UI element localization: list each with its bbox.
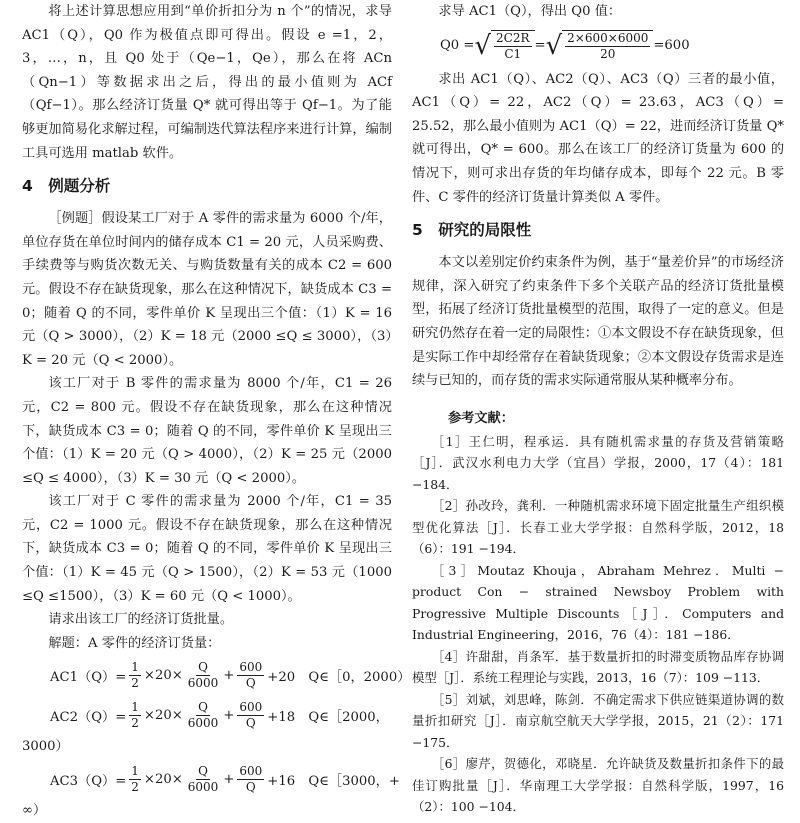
reference-item: ［3］Moutaz Khouja，Abraham Mehrez．Multi − product Con − strained Newsboy Problem with Progressive Multiple Discounts［J］．Computers and Industrial Engineering，2016，76（4）：181 −186． xyxy=(412,562,784,643)
reference-item: ［2］孙改玲，龚利．一种随机需求环境下固定批量生产组织模型优化算法［J］．长春工业大学学报：自然科学版，2012，18（6）：191 −194． xyxy=(412,498,784,557)
fraction-half: $\frac{1}{2}$ xyxy=(131,659,139,690)
equation-ac2-continuation: 3000） xyxy=(22,739,69,755)
paragraph-example-A: ［例题］假设某工厂对于 A 零件的需求量为 6000 个/年，单位存货在单位时间内的储存成本 C1 = 20 元，人员采购费、手续费等与购货次数无关、与购货数量有关的成本 C2 = 600 元。假设不存在缺货现象，那么在这种情况下，缺货成本 C3 = 0；随着 Q 的不同，零件单价 K 呈现出三个值：（1）K = 16 元（Q > 3000），（2）K = 18 元（2000 ≤Q ≤ 3000），（3）K = 20 元（Q < 2000）。 xyxy=(22,211,392,368)
reference-item: ［6］廖芹，贺德化，邓晓星．允许缺货及数量折扣条件下的最佳订购批量［J］．华南理工大学学报：自然科学版，1997，16（2）：100 −104． xyxy=(412,756,784,815)
equation-ac3-continuation: ∞） xyxy=(22,803,47,819)
fraction-q-over-demand: $\frac{Q}{6000}$ xyxy=(187,763,219,794)
paragraph-solution-intro: 解题：A 零件的经济订货量： xyxy=(48,635,221,651)
right-column xyxy=(412,0,784,818)
eq-lhs: AC2（Q）= xyxy=(50,709,127,725)
fraction-half: $\frac{1}{2}$ xyxy=(131,763,139,794)
reference-item: ［1］王仁明，程承运．具有随机需求量的存货及营销策略［J］．武汉水利电力大学（宜昌）学报，2000，17（4）：181 −184． xyxy=(412,433,784,492)
references-list xyxy=(412,431,784,818)
paragraph-question: 请求出该工厂的经济订货批量。 xyxy=(48,612,234,628)
fraction-cost-over-q: $\frac{600}{Q}$ xyxy=(239,699,263,730)
fraction-q-over-demand: $\frac{Q}{6000}$ xyxy=(187,659,219,690)
square-root-symbolic: √ $\frac{2C2R}{C1}$ xyxy=(474,30,534,61)
paragraph-algorithm-intro: 将上述计算思想应用到“单价折扣分为 n 个”的情况，求导 AC1（Q），Q0 作为极值点即可得出。假设 e =1，2，3，…，n，且 Q0 处于（Qe−1，Qe），那么在将 ACn（Qn−1）等数据求出之后，得出的最小值则为 ACf（Qf−1）。那么经济订货量 Q* 就可得出等于 Qf−1。为了能够更加简易化求解过程，可编制迭代算法程序来进行计算，编制工具可选用 matlab 软件。 xyxy=(22,4,392,161)
fraction-cost-over-q: $\frac{600}{Q}$ xyxy=(239,763,263,794)
reference-item: ［4］许甜甜，肖条军．基于数量折扣的时滞变质物品库存协调模型［J］．系统工程理论与实践，2013，16（7）：109 −113． xyxy=(412,648,784,686)
left-column xyxy=(22,0,411,823)
section-heading-5: 5 研究的局限性 xyxy=(412,221,532,240)
fraction-half: $\frac{1}{2}$ xyxy=(131,699,139,730)
fraction-q-over-demand: $\frac{Q}{6000}$ xyxy=(187,699,219,730)
paragraph-example-B: 该工厂对于 B 零件的需求量为 8000 个/年，C1 = 26 元，C2 = 800 元。假设不存在缺货现象，那么在这种情况下，缺货成本 C3 = 0；随着 Q 的不同，零件单价 K 呈现出三个值：（1）K = 20 元（Q > 4000），（2）K = 25 元（2000 ≤Q ≤ 4000），（3）K = 30 元（Q < 2000）。 xyxy=(22,376,392,486)
equation-ac2: AC2（Q）= $\frac{1}{2}$ ×20× $\frac{Q}{6000}$ + $\frac{600}{Q}$ +18 Q∈［2000， xyxy=(50,699,389,730)
equation-ac1: AC1（Q）= $\frac{1}{2}$ ×20× $\frac{Q}{6000}$ + $\frac{600}{Q}$ +20 Q∈［0，2000） xyxy=(50,659,411,690)
equation-ac3: AC3（Q）= $\frac{1}{2}$ ×20× $\frac{Q}{6000}$ + $\frac{600}{Q}$ +16 Q∈［3000，+ xyxy=(50,763,400,794)
reference-item: ［5］刘斌，刘思峰，陈剑．不确定需求下供应链渠道协调的数量折扣研究［J］．南京航空航天大学学报，2015，21（2）：171 −175． xyxy=(412,691,784,750)
fraction-cost-over-q: $\frac{600}{Q}$ xyxy=(239,659,263,690)
derivation-line: 求导 AC1（Q），得出 Q0 值： xyxy=(438,4,622,19)
paragraph-result: 求出 AC1（Q）、AC2（Q）、AC3（Q）三者的最小值，AC1（Q）= 22，AC2（Q）= 23.63，AC3（Q）= 25.52，那么最小值则为 AC1（Q）= 22，进而经济订货量 Q* 就可得出，Q* = 600。那么在该工厂的经济订货量为 600 的情况下，则可求出存货的年均储存成本，即每个 22 元。B 零件、C 零件的经济订货量计算类似 A 零件。 xyxy=(412,71,784,205)
equation-q0: Q0 = √ $\frac{2C2R}{C1}$ = √ $\frac{2\times 600\times 6000}{20}$ =600 xyxy=(440,30,690,62)
section-heading-4: 4 例题分析 xyxy=(22,177,111,196)
square-root-numeric: √ $\frac{2\times 600\times 6000}{20}$ xyxy=(546,30,654,61)
paragraph-example-C: 该工厂对于 C 零件的需求量为 2000 个/年，C1 = 35 元，C2 = 1000 元。假设不存在缺货现象，那么在这种情况下，缺货成本 C3 = 0；随着 Q 的不同，零件单价 K 呈现出三个值：（1）K = 45 元（Q > 1500），（2）K = 53 元（1000 ≤Q ≤1500），（3）K = 60 元（Q < 1000）。 xyxy=(22,494,392,604)
eq-lhs: AC3（Q）= xyxy=(50,773,127,789)
paragraph-limitations: 本文以差别定价约束条件为例，基于“量差价异”的市场经济规律，深入研究了约束条件下多个关联产品的经济订货批量模型，拓展了经济订货批量模型的范围，取得了一定的意义。但是研究仍然存在着一定的局限性：①本文假设不存在缺货现象，但是实际工作中却经常存在着缺货现象；②本文假设存货需求是连续与已知的，而存货的需求实际通常服从某种概率分布。 xyxy=(412,255,784,389)
eq-lhs: AC1（Q）= xyxy=(50,669,127,685)
references-title: 参考文献： xyxy=(448,410,514,426)
